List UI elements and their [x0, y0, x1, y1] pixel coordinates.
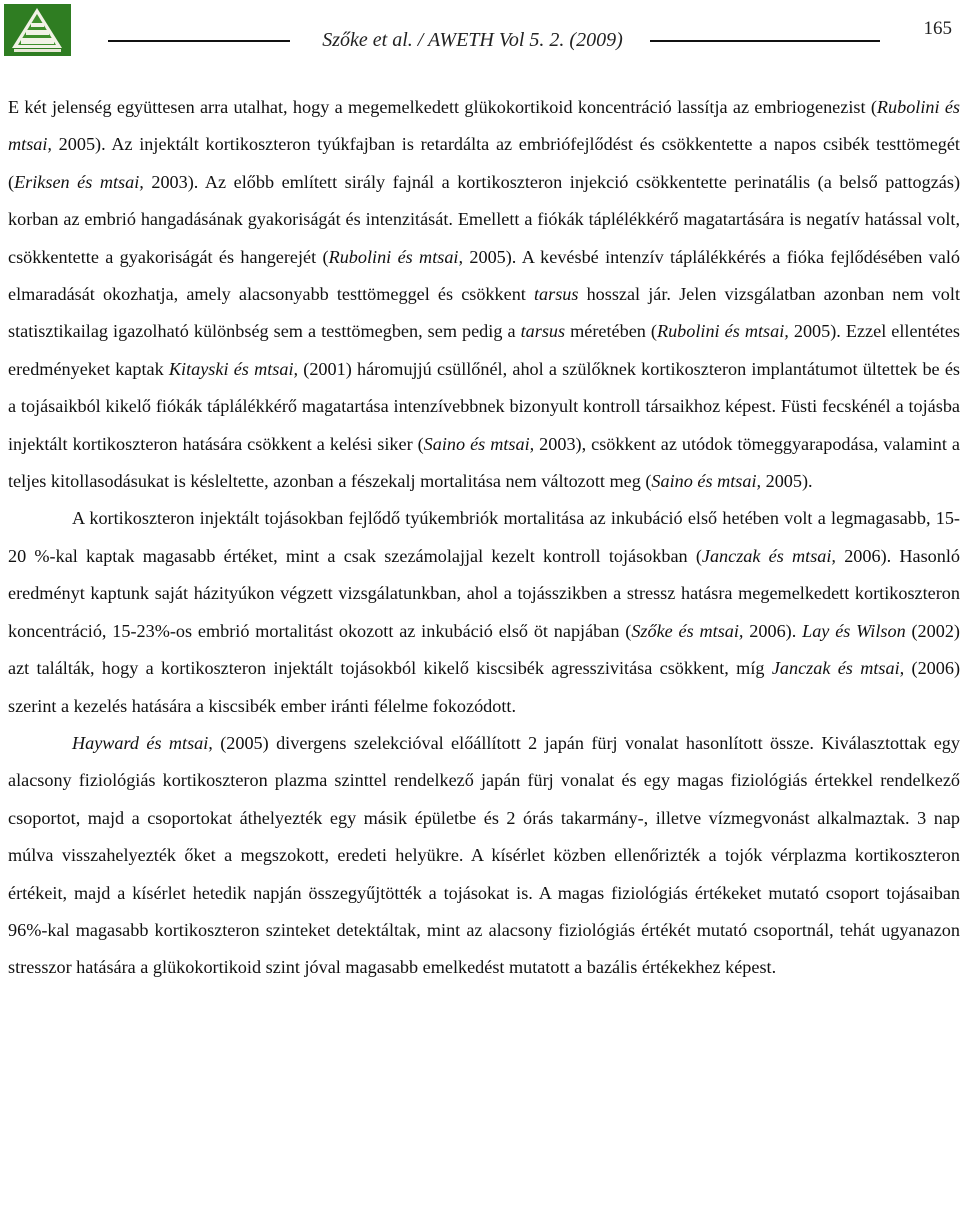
text-run: E két jelenség együttesen arra utalhat, hogy a megemelkedett glükokortikoid koncentráció lassítja az embriogenezist (: [8, 97, 877, 117]
citation-italic: Kitayski és mtsai,: [168, 358, 299, 379]
text-run: hosszal jár. Jelen vizsgálatban azonban nem volt statisztikailag igazolható különbség sem a testtömegben, sem pedig a: [8, 284, 960, 342]
paragraph: [8, 500, 960, 724]
text-run: 2005). A kevésbé intenzív táplálékkérés a fióka fejlődésében való elmaradását okozhatja, amely alacsonyabb testtömeggel és csökkent: [8, 246, 960, 305]
citation-italic: Eriksen és mtsai,: [14, 171, 144, 192]
text-run: 2005). Az injektált kortikoszteron tyúkfajban is retardálta az embriófejlődést és csökkentette a napos csibék testtömegét (: [8, 134, 960, 192]
running-header: Szőke et al. / AWETH Vol 5. 2. (2009): [322, 29, 623, 51]
citation-italic: Saino és mtsai,: [651, 471, 762, 492]
citation-italic: Rubolini és mtsai,: [656, 321, 789, 342]
citation-italic: tarsus: [520, 321, 566, 342]
citation-italic: Szőke és mtsai,: [631, 620, 744, 641]
text-run: A kortikoszteron injektált tojásokban fejlődő tyúkembriók mortalitása az inkubáció első hetében volt a legmagasabb, 15-20 %-kal kaptak magasabb értéket, mint a csak szezámolajjal kezelt kontroll tojásokban (: [8, 508, 960, 566]
text-run: (2002) azt találták, hogy a kortikoszteron injektált tojásokból kikelő kiscsibék agresszivitása csökkent, míg: [8, 620, 960, 679]
text-run: 2003). Az előbb említett sirály fajnál a kortikoszteron injekció csökkentette perinatális (a belső pattogzás) korban az embrió hangadásának gyakoriságát és intenzitását. Emellett a fiókák táplélékkérő magatartására is negatív hatással volt, csökkentette a gyakoriságát és hangerejét (: [8, 171, 960, 267]
citation-italic: Lay és Wilson: [802, 620, 906, 641]
paragraph: [8, 89, 960, 500]
logo-pyramid-icon: [4, 4, 71, 56]
text-run: 2006).: [743, 620, 803, 641]
citation-italic: tarsus: [533, 284, 579, 305]
text-run: 2006). Hasonló eredményt kaptunk saját házityúkon végzett vizsgálatunkban, ahol a tojásszikben a stressz hatásra megemelkedett kortikoszteron koncentráció, 15-23%-os embrió mortalitást okozott az inkubáció első öt napjában (: [8, 545, 960, 641]
journal-logo: [4, 4, 71, 56]
text-run: 2005).: [761, 471, 813, 492]
text-run: (2005) divergens szelekcióval előállított 2 japán fürj vonalat hasonlított össze. Kiválasztottak egy alacsony fiziológiás kortikoszteron plazma szinttel rendelkező japán fürj vonalat és egy magas fiziológiás értekkel rendelkező csoportot, majd a csoportokat áthelyezték egy másik épületbe és 2 órás takarmány-, illetve vízmegvonást alkalmaztak. 3 nap múlva visszahelyezték őket a megszokott, eredeti helyükre. A kísérlet közben ellenőrizték a tojók vérplazma kortikoszteron értékeit, majd a kísérlet hetedik napján összegyűjtötték a tojásokat is. A magas fiziológiás értékeket mutató csoport tojásaiban 96%-kal magasabb kortikoszteron szinteket detektáltak, mint az alacsony fiziológiás értékét mutató csoportnál, tehát ugyanazon stresszor hatására a glükokortikoid szint jóval magasabb emelkedést mutatott a bazális értékekhez képest.: [8, 732, 960, 978]
paragraph: [8, 725, 960, 987]
text-run: (2001) háromujjú csüllőnél, ahol a szülőknek kortikoszteron implantátumot ültettek be és a tojásaikból kikelő fiókák táplálékkérő magatartása intenzívebbnek bizonyult kontroll társaikhoz képest. Füsti fecskénél a tojásba injektált kortikoszteron hatására csökkent a kelési siker (: [8, 358, 960, 454]
text-run: méretében (: [565, 321, 657, 342]
citation-italic: Janczak és mtsai,: [701, 545, 836, 566]
citation-italic: Rubolini és mtsai,: [8, 97, 960, 155]
header-rule-right: [650, 40, 880, 42]
header-rule-left: [108, 40, 290, 42]
text-run: (2006) szerint a kezelés hatására a kiscsibék ember iránti félelme fokozódott.: [8, 658, 960, 716]
citation-italic: Hayward és mtsai,: [72, 732, 213, 753]
text-run: 2005). Ezzel ellentétes eredményeket kaptak: [8, 321, 960, 379]
citation-italic: Saino és mtsai,: [423, 433, 535, 454]
article-body: [8, 89, 960, 987]
citation-italic: Rubolini és mtsai,: [328, 246, 464, 267]
citation-italic: Janczak és mtsai,: [771, 658, 905, 679]
page-number: 165: [923, 18, 952, 39]
text-run: 2003), csökkent az utódok tömeggyarapodása, valamint a teljes kitollasodásukat is késleltette, azonban a fészekalj mortalitása nem változott meg (: [8, 433, 960, 492]
